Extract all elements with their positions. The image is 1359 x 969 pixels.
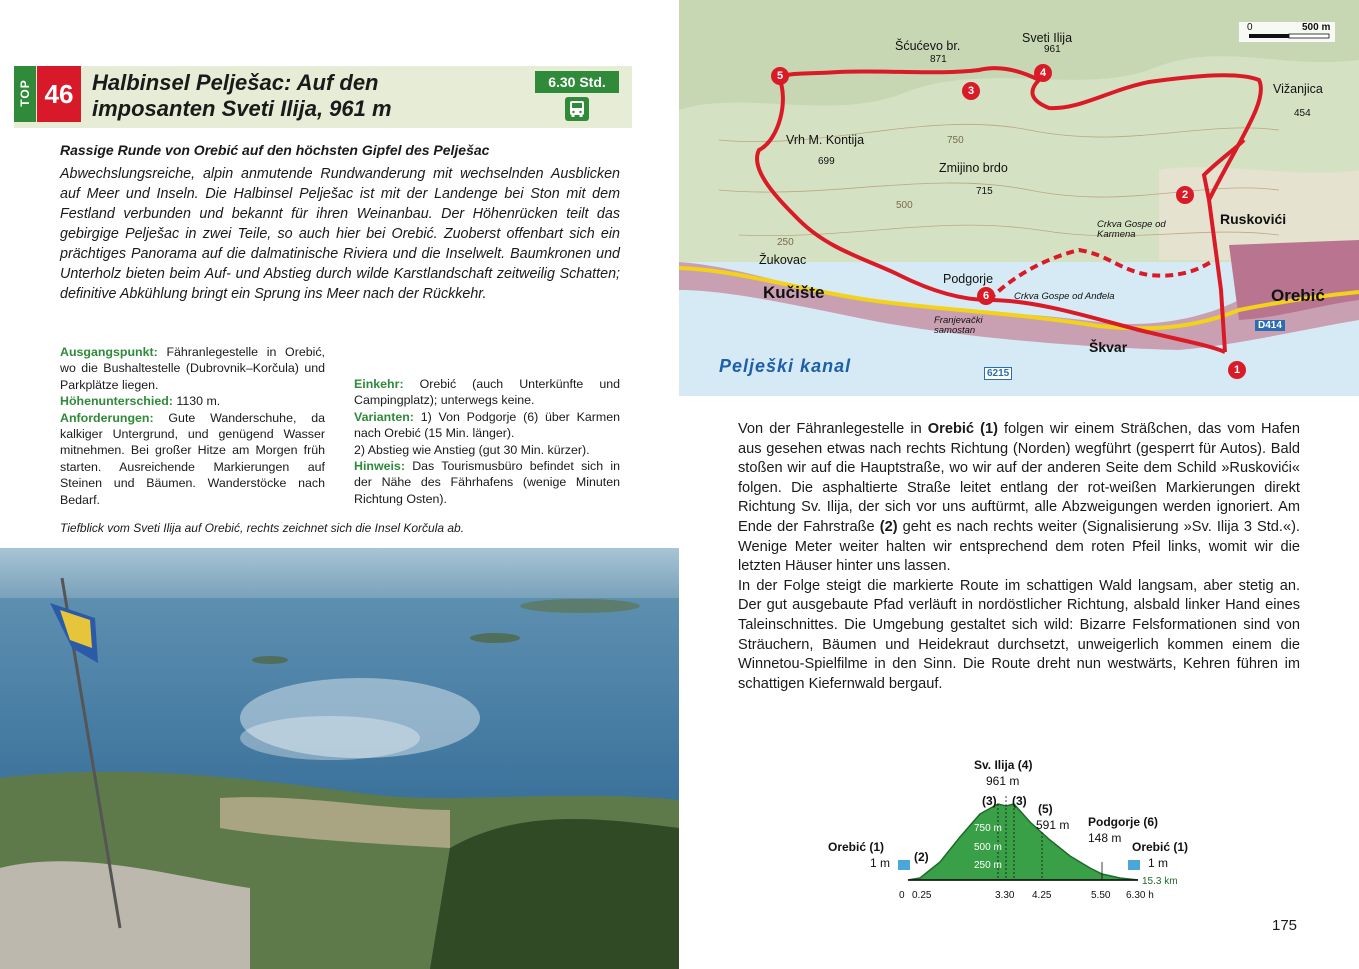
body-p2: In der Folge steigt die markierte Route im schattigen Wald langsam, aber stetig an. Der gut ausgebaute Pfad verläuft in nordöstlicher Richtung, alsbald linker Hand eines Taleinschnittes. Die Umgebung gestaltet sich wild: Bizarre Felsformationen sind von Sträuchern, Bäumen und Heidekraut durchsetzt, unweigerlich kommen einem die Winnetou-Spielfilme in den Sinn. Die Route dreht nun westwärts, Kehren führen im schattigen Kiefernwald bergauf.: [738, 577, 1300, 692]
scale-end: 500 m: [1302, 22, 1331, 33]
body-p1-a: Von der Fähranlegestelle in: [738, 421, 928, 437]
variant-1: 1) Von Podgorje (6) über Karmen nach Orebić (15 Min. länger).: [354, 409, 620, 441]
top-tab: [14, 66, 36, 122]
profile-wp5: (5): [1038, 802, 1053, 816]
summit-photo: [0, 548, 679, 969]
hint-text: Das Tourismusbüro befindet sich in der Nähe des Fährhafens (wenige Minuten Richtung Osten).: [354, 459, 620, 506]
map-label-scucevo: Šćućevo br.: [895, 39, 961, 53]
waypoint-1[interactable]: 1: [1228, 361, 1246, 379]
contour-750: 750: [947, 135, 964, 146]
facts-left: [60, 344, 325, 508]
profile-podgorje-name: Podgorje (6): [1088, 815, 1159, 829]
profile-y750: 750 m: [974, 823, 1002, 834]
scale-start: 0: [1247, 22, 1253, 33]
bus-icon: [565, 97, 589, 121]
waypoint-3[interactable]: 3: [962, 82, 980, 100]
map-label-ruskovici: Ruskovići: [1220, 211, 1287, 227]
requirements-label: Anforderungen:: [60, 410, 154, 425]
map-label-kuciste: Kučište: [763, 283, 825, 302]
map-label-vrh-alt: 699: [818, 156, 835, 167]
map-label-podgorje: Podgorje: [943, 272, 994, 286]
elevation-text: 1130 m.: [176, 394, 221, 409]
photo-caption: Tiefblick vom Sveti Ilija auf Orebić, rechts zeichnet sich die Insel Korčula ab.: [60, 521, 465, 535]
road-label-6215: 6215: [984, 367, 1012, 380]
profile-tick: 0.25: [912, 890, 932, 901]
duration-badge: 6.30 Std.: [535, 71, 619, 93]
stop-label: Einkehr:: [354, 377, 404, 391]
profile-y500: 500 m: [974, 842, 1002, 853]
profile-wp2: (2): [914, 850, 929, 864]
variants-label: Varianten:: [354, 409, 414, 424]
contour-250: 250: [777, 237, 794, 248]
contour-500: 500: [896, 200, 913, 211]
map-label-zukovac: Žukovac: [759, 253, 807, 267]
profile-distance: 15.3 km: [1142, 876, 1178, 887]
stop-text: Orebić (auch Unterkünfte und Campingplatz); unterwegs keine.: [354, 377, 620, 408]
profile-end-alt: 1 m: [1148, 856, 1169, 870]
requirements-text: Gute Wanderschuhe, da kalkiger Untergrund, und genügend Wasser mitnehmen. Bei großer Hitze am Morgen früh starten. Ausreichende Markierungen auf Steinen und Bäumen. Wanderstöcke nach Bedarf.: [60, 410, 325, 507]
map-label-vizanjica-alt: 454: [1294, 108, 1311, 119]
map-label-sveti-ilija-alt: 961: [1044, 44, 1061, 55]
map-label-crkva-andela: Crkva Gospe od Anđela: [1014, 291, 1115, 302]
tour-title: [92, 70, 522, 122]
hint-label: Hinweis:: [354, 459, 405, 474]
body-p1-b: Orebić (1): [927, 421, 998, 437]
profile-start-alt: 1 m: [870, 856, 891, 870]
map-label-skvar: Škvar: [1089, 339, 1128, 355]
facts-right: [354, 376, 620, 507]
title-line-2: imposanten Sveti Ilija, 961 m: [92, 96, 392, 121]
map-label-zmijino: Zmijino brdo: [939, 161, 1008, 175]
profile-summit-alt: 961 m: [986, 774, 1020, 788]
waypoint-2[interactable]: 2: [1176, 186, 1194, 204]
waypoint-5[interactable]: 5: [771, 67, 789, 85]
waypoint-4[interactable]: 4: [1034, 64, 1052, 82]
profile-tick: 4.25: [1032, 890, 1052, 901]
map-label-vizanjica: Vižanjica: [1273, 82, 1323, 96]
top-label: TOP: [18, 79, 32, 107]
map-label-samostan: Franjevački samostan: [934, 315, 983, 336]
start-text: Fähranlegestelle in Orebić, wo die Bushaltestelle (Dubrovnik–Korčula) und Parkplätze liegen.: [60, 345, 325, 392]
profile-end-name: Orebić (1): [1132, 840, 1189, 854]
start-label: Ausgangspunkt:: [60, 345, 158, 359]
variant-2: 2) Abstieg wie Anstieg (gut 30 Min. kürzer).: [354, 442, 590, 457]
map-label-vrh: Vrh M. Kontija: [786, 133, 865, 147]
profile-tick: 5.50: [1091, 890, 1111, 901]
waypoint-6[interactable]: 6: [977, 287, 995, 305]
map-label-zmijino-alt: 715: [976, 186, 993, 197]
map-label-scucevo-alt: 871: [930, 54, 947, 65]
map-label-orebic: Orebić: [1271, 286, 1325, 305]
road-label-d414: D414: [1255, 320, 1285, 331]
subtitle: Rassige Runde von Orebić auf den höchsten Gipfel des Pelješac: [60, 142, 490, 158]
profile-tick: 3.30: [995, 890, 1015, 901]
tour-number: 46: [37, 66, 81, 122]
body-p1-c: folgen wir einem Sträßchen, das vom Hafen aus gesehen etwas nach rechts Richtung (Norden) wegführt (gesperrt für Autos). Bald stoßen wir auf die Hauptstraße, wo wir auf der anderen Seite dem Schild »Ruskovići« folgen. Die asphaltierte Straße leitet entlang der rot-weißen Markierungen direkt Richtung Sv. Ilija, der sich vor uns auftürmt, alle Abzweigungen werden ignoriert. Am Ende der Fahrstraße: [738, 421, 1300, 535]
elevation-profile: [820, 752, 1240, 912]
profile-tick: 0: [899, 890, 905, 901]
profile-wp5-alt: 591 m: [1036, 818, 1070, 832]
intro-text: Abwechslungsreiche, alpin anmutende Rundwanderung mit wechselnden Ausblicken auf Meer und Inseln. Die Halbinsel Pelješac ist mit der Landenge bei Ston mit dem Festland verbunden und bekannt für ihren Weinanbau. Der Höhenrücken teilt das gebirgige Pelješac in zwei Teile, so auch hier bei Orebić. Zuoberst offenbart sich ein prächtiges Panorama auf die dalmatinische Riviera und die Inselwelt. Baumkronen und Unterholz bieten beim Auf- und Abstieg durch wilde Karstlandschaft zeitweilig Schatten; definitive Abkühlung bringt ein Sprung ins Meer nach der Rückkehr.: [60, 166, 620, 302]
profile-tick: 6.30 h: [1126, 890, 1154, 901]
profile-wp3-right: (3): [1012, 794, 1027, 808]
profile-wp3-left: (3): [982, 794, 997, 808]
body-p1-d: (2): [879, 518, 898, 535]
profile-y250: 250 m: [974, 860, 1002, 871]
map-label-sea: Pelješki kanal: [719, 356, 852, 376]
map-label-crkva-karmena: Crkva Gospe od Karmena: [1097, 219, 1166, 240]
profile-start-name: Orebić (1): [828, 840, 885, 854]
profile-summit-name: Sv. Ilija (4): [974, 758, 1033, 772]
body-p1-e: geht es nach rechts weiter (Signalisierung »Sv. Ilija 3 Std.«). Wenige Meter weiter halten wir entsprechend dem roten Pfeil links, womit wir die letzten Häuser hinter uns lassen.: [738, 518, 1300, 575]
route-description: [738, 420, 1300, 694]
profile-podgorje-alt: 148 m: [1088, 831, 1122, 845]
elevation-label: Höhenunterschied:: [60, 394, 173, 409]
map-label-sveti-ilija: Sveti Ilija: [1022, 31, 1073, 45]
route-map[interactable]: [679, 0, 1359, 396]
page-number: 175: [1272, 917, 1298, 934]
title-line-1: Halbinsel Pelješac: Auf den: [92, 70, 379, 95]
